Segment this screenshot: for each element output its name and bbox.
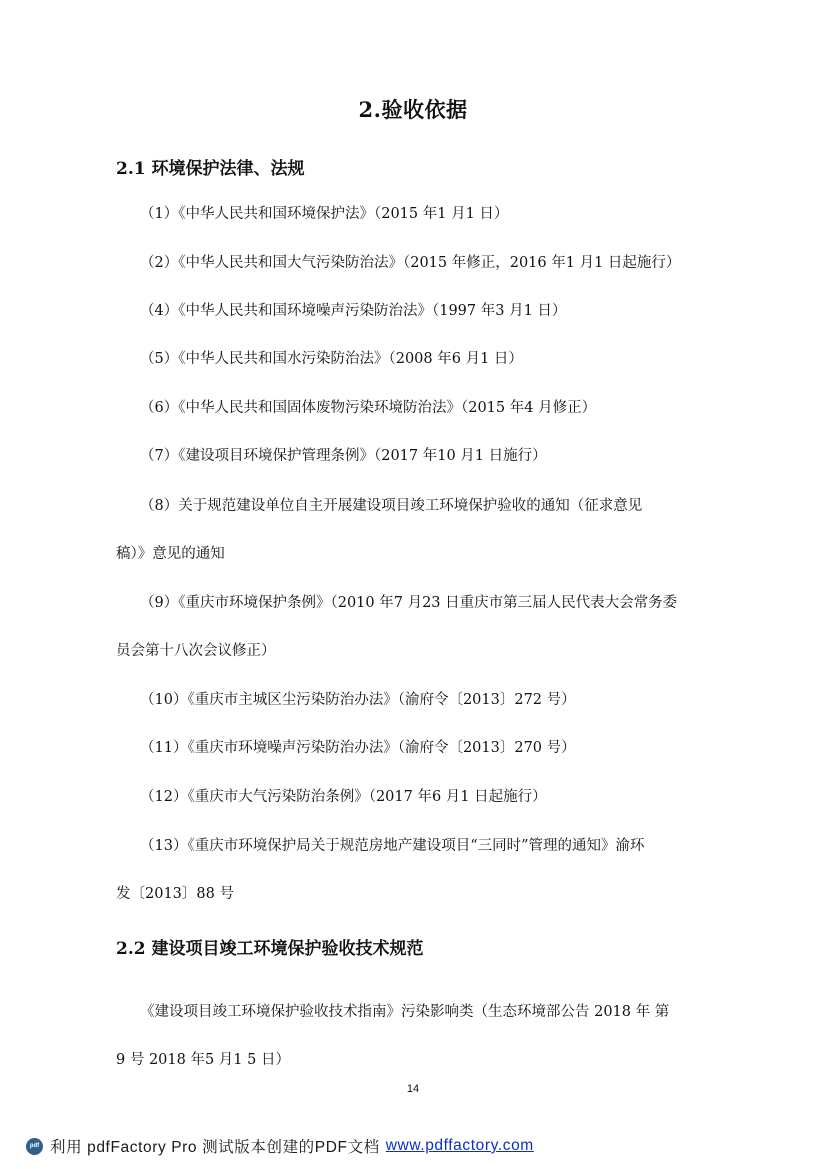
list-item: （6）《中华人民共和国固体废物污染环境防治法》（2015 年4 月修正）: [140, 400, 597, 416]
list-item: （12）《重庆市大气污染防治条例》（2017 年6 月1 日起施行）: [140, 789, 547, 805]
list-item: （9）《重庆市环境保护条例》（2010 年7 月23 日重庆市第三届人民代表大会常务委: [140, 595, 678, 611]
list-item: （7）《建设项目环境保护管理条例》（2017 年10 月1 日施行）: [140, 448, 547, 464]
page-title: 2.验收依据: [358, 97, 468, 122]
page-number: 14: [406, 1083, 420, 1095]
footer-text: 利用 pdfFactory Pro 测试版本创建的PDF文档: [50, 1139, 380, 1156]
list-item: （10）《重庆市主城区尘污染防治办法》（渝府令〔2013〕272 号）: [140, 692, 576, 708]
list-item: （8）关于规范建设单位自主开展建设项目竣工环境保护验收的通知（征求意见: [140, 498, 643, 514]
list-item: （11）《重庆市环境噪声污染防治办法》（渝府令〔2013〕270 号）: [140, 740, 576, 756]
list-item: （13）《重庆市环境保护局关于规范房地产建设项目“三同时”管理的通知》渝环: [140, 838, 645, 854]
list-item-continuation: 发〔2013〕88 号: [116, 886, 234, 902]
paragraph-continuation: 9 号 2018 年5 月1 5 日）: [116, 1052, 290, 1068]
footer-link[interactable]: www.pdffactory.com: [385, 1137, 534, 1154]
section-heading-2-1: 2.1 环境保护法律、法规: [116, 159, 305, 179]
list-item: （1）《中华人民共和国环境保护法》（2015 年1 月1 日）: [140, 206, 509, 222]
pdffactory-logo-icon: pdf: [26, 1138, 43, 1155]
list-item: （2）《中华人民共和国大气污染防治法》（2015 年修正，2016 年1 月1 日起施行）: [140, 255, 681, 271]
list-item: （4）《中华人民共和国环境噪声污染防治法》（1997 年3 月1 日）: [140, 303, 567, 319]
paragraph: 《建设项目竣工环境保护验收技术指南》污染影响类（生态环境部公告 2018 年 第: [140, 1004, 670, 1020]
list-item: （5）《中华人民共和国水污染防治法》（2008 年6 月1 日）: [140, 351, 523, 367]
pdf-footer: [26, 1134, 534, 1158]
section-heading-2-2: 2.2 建设项目竣工环境保护验收技术规范: [116, 939, 424, 959]
list-item-continuation: 员会第十八次会议修正）: [116, 643, 276, 659]
list-item-continuation: 稿）》意见的通知: [116, 546, 225, 562]
